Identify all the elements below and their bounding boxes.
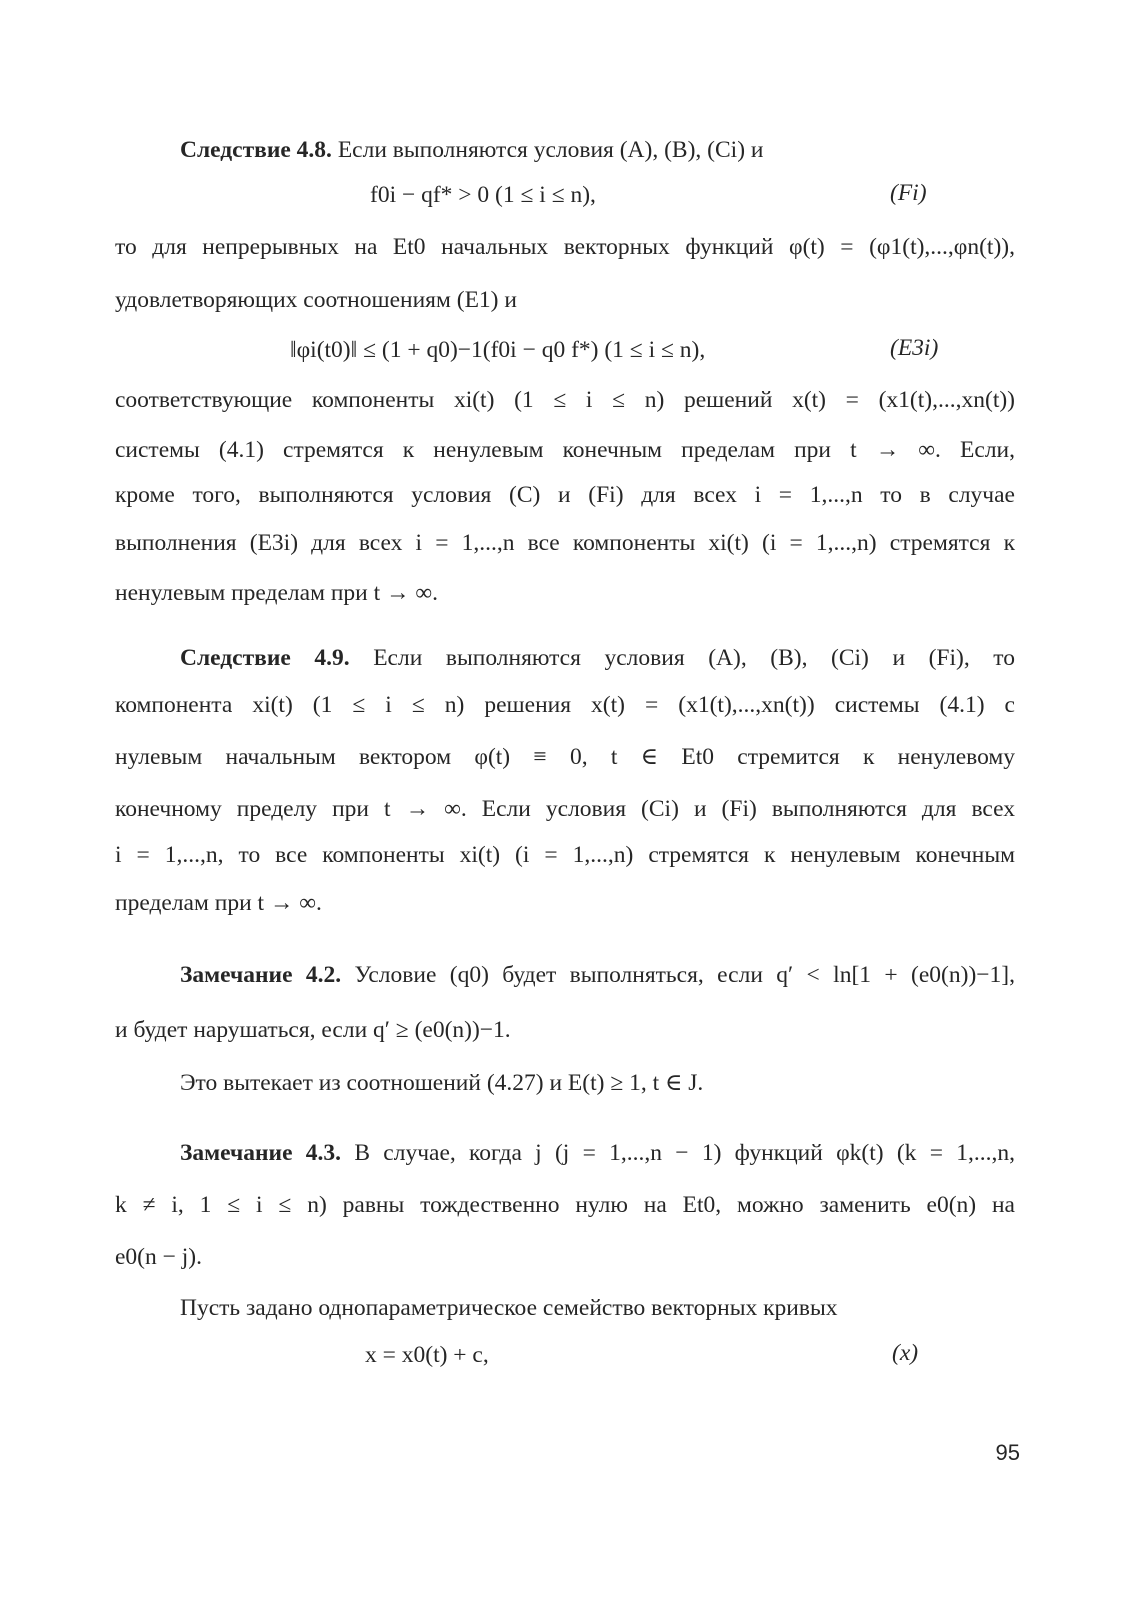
remark-4-2-label: Замечание 4.2. bbox=[180, 962, 342, 988]
formula-e3i: ‖φi(t0)‖ ≤ (1 + q0)−1(f0i − q0 f*) (1 ≤ i ≤ n), bbox=[290, 337, 706, 363]
page-number: 95 bbox=[995, 1440, 1020, 1465]
corollary-4-9-line2: компонента xi(t) (1 ≤ i ≤ n) решения x(t) = (x1(t),...,xn(t)) системы (4.1) с bbox=[115, 692, 1015, 718]
remark-4-3-line1-text: В случае, когда j (j = 1,...,n − 1) функций φk(t) (k = 1,...,n, bbox=[354, 1140, 1015, 1166]
formula-x-tag: (x) bbox=[892, 1340, 919, 1366]
corollary-4-9-line4: конечному пределу при t → ∞. Если условия (Ci) и (Fi) выполняются для всех bbox=[115, 796, 1015, 822]
corollary-4-9-line5: i = 1,...,n, то все компоненты xi(t) (i = 1,...,n) стремятся к ненулевым конечным bbox=[115, 842, 1015, 868]
remark-4-2-line1-text: Условие (q0) будет выполняться, если q′ < ln[1 + (e0(n))−1], bbox=[354, 962, 1015, 988]
corollary-4-8-label: Следствие 4.8. bbox=[180, 137, 332, 163]
closing-line1: Пусть задано однопараметрическое семейство векторных кривых bbox=[180, 1295, 838, 1321]
corollary-4-9-label: Следствие 4.9. bbox=[180, 645, 350, 671]
corollary-4-9-line1-text: Если выполняются условия (A), (B), (Ci) и (Fi), то bbox=[373, 645, 1016, 671]
formula-e3i-tag: (E3i) bbox=[890, 335, 939, 361]
formula-x: x = x0(t) + c, bbox=[365, 1342, 489, 1368]
corollary-4-8-line8: ненулевым пределам при t → ∞. bbox=[115, 580, 439, 606]
corollary-4-8-line5: системы (4.1) стремятся к ненулевым конечным пределам при t → ∞. Если, bbox=[115, 437, 1015, 463]
remark-4-3-line2: k ≠ i, 1 ≤ i ≤ n) равны тождественно нулю на Et0, можно заменить e0(n) на bbox=[115, 1192, 1015, 1218]
corollary-4-8-line4: соответствующие компоненты xi(t) (1 ≤ i ≤ n) решений x(t) = (x1(t),...,xn(t)) bbox=[115, 387, 1015, 413]
formula-fi-tag: (Fi) bbox=[890, 180, 927, 206]
remark-4-2-line2: и будет нарушаться, если q′ ≥ (e0(n))−1. bbox=[115, 1017, 511, 1043]
corollary-4-8-intro bbox=[180, 135, 1015, 165]
corollary-4-8-line3: удовлетворяющих соотношениям (E1) и bbox=[115, 287, 517, 313]
remark-4-2-line3: Это вытекает из соотношений (4.27) и E(t) ≥ 1, t ∈ J. bbox=[180, 1070, 704, 1096]
corollary-4-8-line6: кроме того, выполняются условия (C) и (Fi) для всех i = 1,...,n то в случае bbox=[115, 482, 1015, 508]
corollary-4-9-line1 bbox=[180, 643, 1015, 673]
corollary-4-9-line3: нулевым начальным вектором φ(t) ≡ 0, t ∈ Et0 стремится к ненулевому bbox=[115, 744, 1015, 770]
remark-4-3-label: Замечание 4.3. bbox=[180, 1140, 342, 1166]
remark-4-3-line3: e0(n − j). bbox=[115, 1244, 202, 1270]
corollary-4-8-line7: выполнения (E3i) для всех i = 1,...,n все компоненты xi(t) (i = 1,...,n) стремятся к bbox=[115, 530, 1015, 556]
remark-4-2-line1 bbox=[180, 960, 1015, 990]
corollary-4-9-line6: пределам при t → ∞. bbox=[115, 890, 322, 916]
corollary-4-8-line2: то для непрерывных на Et0 начальных векторных функций φ(t) = (φ1(t),...,φn(t)), bbox=[115, 234, 1015, 260]
formula-fi: f0i − qf* > 0 (1 ≤ i ≤ n), bbox=[370, 182, 596, 208]
corollary-4-8-intro-text: Если выполняются условия (A), (B), (Ci) и bbox=[337, 137, 764, 163]
remark-4-3-line1 bbox=[180, 1138, 1015, 1168]
